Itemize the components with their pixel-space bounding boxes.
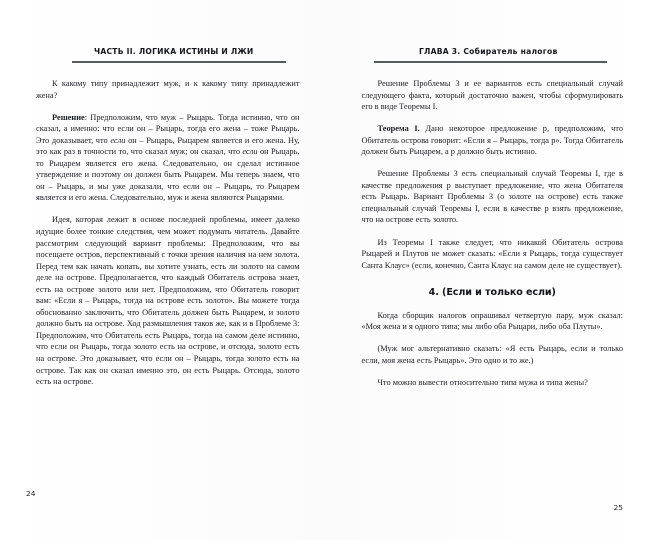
solution-italic-2: если [242,147,258,157]
paragraph-question: К какому типу принадлежит муж, и к какому типу принадлежит жена? [36,79,300,100]
paragraph-theorem [362,123,624,158]
solution-text-1: : Предположим, что муж – Рыцарь. Тогда истинно, что он сказал, а именно: что если он – Рыцарь, тогда его жена – тоже Рыцарь. Это доказывает, что [36,112,300,145]
paragraph-alternative-phrasing: (Муж мог альтернативно сказать: «Я есть Рыцарь, если и только если, моя жена есть Рыцарь». Это одно и то же.) [361,344,623,365]
theorem-text: Дано некоторое предложение p, предположим, что Обитатель острова говорит: «Если я – Рыцарь, тогда p». Тогда Обитатель должен быть Рыцарем, а p должно быть истинно. [361,124,623,157]
paragraph-theorem-application: Решение Проблемы 3 есть специальный случай Теоремы I, где в качестве предложения p выступает предложение, что жена Обитателя есть Рыцарь. Вариант Проблемы 3 (о золоте на острове) есть также специальный случай Теоремы I, если в качестве p взять предложение, что на острове есть золото. [361,169,623,225]
paragraph-fourth-couple: Когда сборщик налогов опрашивал четвертую пару, муж сказал: «Моя жена и я одного типа; мы либо оба Рыцари, либо оба Плуты». [361,310,623,332]
right-header-rule [374,61,608,63]
paragraph-santa-claus: Из Теоремы I также следует, что никакой Обитатель острова Рыцарей и Плутов не может сказать: «Если я Рыцарь, тогда существует Санта Клаус» (если, конечно, Санта Клаус на самом деле не существует). [361,237,623,270]
paragraph-special-case: Решение Проблемы 3 и ее вариантов есть специальный случай следующего факта, который достаточно важен, чтобы сформулировать его в виде Теоремы I. [361,79,623,112]
paragraph-solution [36,112,300,204]
solution-lead: Решение [52,112,85,122]
left-text-block [36,78,300,388]
left-running-head: ЧАСТЬ II. ЛОГИКА ИСТИНЫ И ЛЖИ [93,47,254,56]
right-text-block [362,78,624,388]
solution-text-2: он – Рыцарь, Рыцарем является и его жена. Ну, это как раз в точности то, что сказал муж; он сказал, что [36,135,300,157]
left-page-number: 24 [26,489,36,498]
right-running-head: ГЛАВА 3. Собиратель налогов [418,47,558,56]
left-header-rule [72,61,286,63]
section-heading: 4. (Если и только если) [428,287,556,299]
solution-text-3: он Рыцарь, то Рыцарем является его жена. Следовательно, он сделал истинное утверждение и поэтому он должен быть Рыцарем. Мы теперь знаем, что он – Рыцарь, и мы уже доказали, что если он – Рыцарь, то Рыцарем является и его жена. Следовательно, муж и жена являются Рыцарями. [36,147,300,203]
right-page [330,0,659,540]
paragraph-final-question: Что можно вывести относительно типа мужа и типа жены? [377,377,588,387]
paragraph-idea: Идея, которая лежит в основе последней проблемы, имеет далеко идущие более тонкие следствия, чем может подумать читатель. Давайте рассмотрим следующий вариант проблемы: Предположим, что вы посещаете остров, перспективный с точки зрения наличия на нем золота. Перед тем как начать копать, вы хотите узнать, есть ли золото на самом деле на острове. Предполагается, что каждый Обитатель острова знает, есть на острове золото или нет. Предположим, что Обитатель говорит вам: «Если я – Рыцарь, тогда на острове есть золото». Вы можете тогда обоснованно заключить, что Обитатель должен быть Рыцарем, и золото должно быть на острове. Ход размышления таков же, как и в Проблеме 3: Предположим, что Обитатель есть Рыцарь, тогда на самом деле истинно, что если он Рыцарь, тогда золото есть на острове, и отсюда, золото есть на острове. Это доказывает, что если он – Рыцарь, тогда золото есть на острове. Так как он сказал именно это, он есть Рыцарь. Отсюда, золото есть на острове. [36,215,300,387]
theorem-lead: Теорема I. [377,124,420,134]
solution-italic-1: если [110,135,126,145]
right-page-number: 25 [613,503,623,512]
